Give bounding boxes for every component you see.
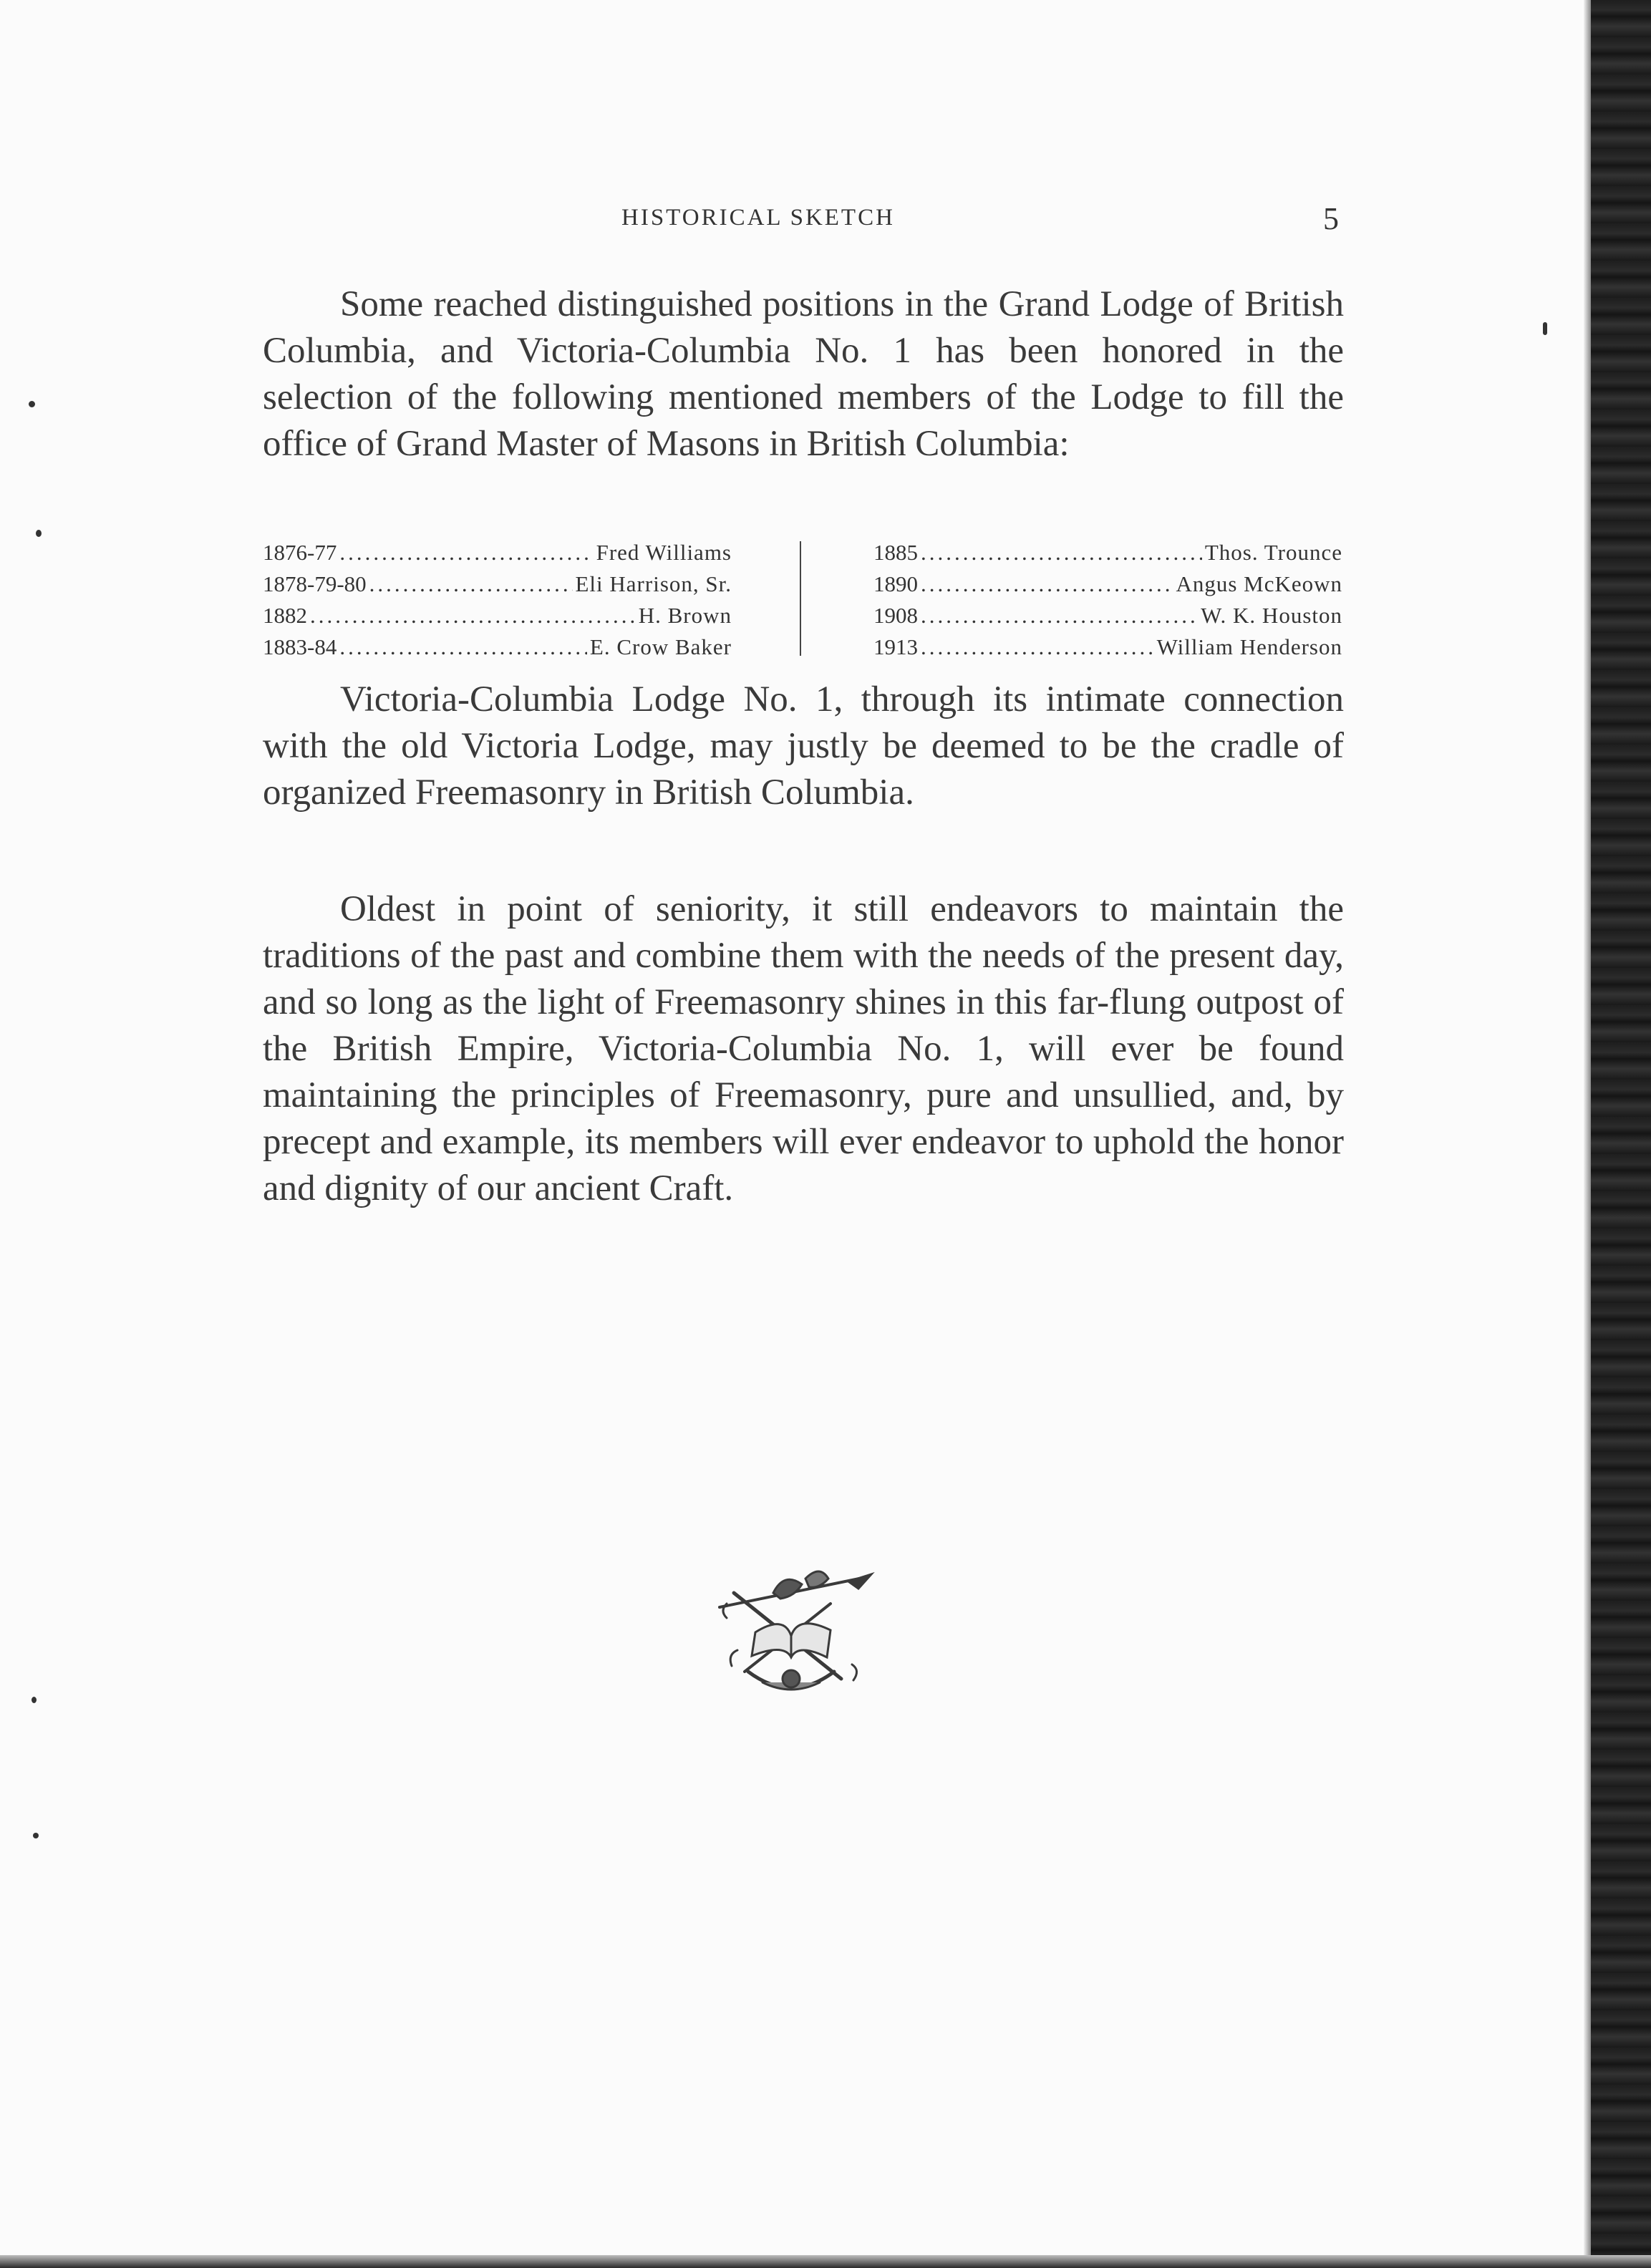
page-edge-shadow [1584, 0, 1591, 2268]
grand-masters-column-right [873, 537, 1342, 663]
paragraph-cradle-of-freemasonry: Victoria-Columbia Lodge No. 1, through its intimate connection with the old Victoria Lodge, may justly be deemed to be the cradle of organized Freemasonry in British Columbia. [263, 679, 1344, 813]
entry-year: 1882 [263, 603, 307, 628]
dot-leader [310, 600, 636, 631]
entry-name: Eli Harrison, Sr. [575, 571, 732, 596]
grand-master-entry [873, 600, 1342, 631]
dot-leader [921, 568, 1173, 600]
dot-leader [921, 631, 1154, 663]
dot-leader [339, 537, 593, 568]
entry-name: E. Crow Baker [589, 634, 732, 659]
grand-master-entry [263, 600, 732, 631]
entry-year: 1883-84 [263, 634, 337, 659]
grand-master-entry [873, 568, 1342, 600]
dot-leader [921, 537, 1202, 568]
grand-master-entry [873, 631, 1342, 663]
entry-name: H. Brown [638, 603, 732, 628]
scanned-bottom-edge [0, 2255, 1651, 2268]
grand-master-entry [873, 537, 1342, 568]
entry-year: 1885 [873, 540, 918, 565]
entry-name: Thos. Trounce [1204, 540, 1342, 565]
grand-master-entry [263, 537, 732, 568]
entry-year: 1908 [873, 603, 918, 628]
paragraph-traditions: Oldest in point of seniority, it still endeavors to maintain the traditions of the past and combine them with the needs of the present day, and so long as the light of Freemasonry shines in this far-flung outpost of the British Empire, Victoria-Columbia No. 1, will ever be found maintaining the principles of Freemasonry, pure and unsullied, and, by precept and example, its members will ever endeavor to uphold the honor and dignity of our ancient Craft. [263, 889, 1344, 1208]
running-header: HISTORICAL SKETCH [621, 205, 895, 231]
masonic-tools-ornament-icon [705, 1564, 877, 1707]
entry-year: 1878-79-80 [263, 571, 367, 596]
scanned-binding-edge [1591, 0, 1651, 2268]
grand-masters-list [263, 537, 1344, 659]
dot-leader [921, 600, 1198, 631]
entry-name: Fred Williams [596, 540, 732, 565]
entry-year: 1890 [873, 571, 918, 596]
entry-name: William Henderson [1156, 634, 1342, 659]
paragraph-grand-lodge-honors: Some reached distinguished positions in the Grand Lodge of British Columbia, and Victoria-Columbia No. 1 has been honored in the selection of the following mentioned members of the Lodge to fill the office of Grand Master of Masons in British Columbia: [263, 284, 1344, 464]
dot-leader [369, 568, 573, 600]
column-divider [800, 541, 801, 656]
entry-year: 1913 [873, 634, 918, 659]
page-number: 5 [1323, 201, 1339, 236]
grand-master-entry [263, 568, 732, 600]
grand-master-entry [263, 631, 732, 663]
entry-year: 1876-77 [263, 540, 337, 565]
entry-name: W. K. Houston [1201, 603, 1342, 628]
grand-masters-column-left [263, 537, 732, 663]
dot-leader [339, 631, 587, 663]
entry-name: Angus McKeown [1176, 571, 1342, 596]
